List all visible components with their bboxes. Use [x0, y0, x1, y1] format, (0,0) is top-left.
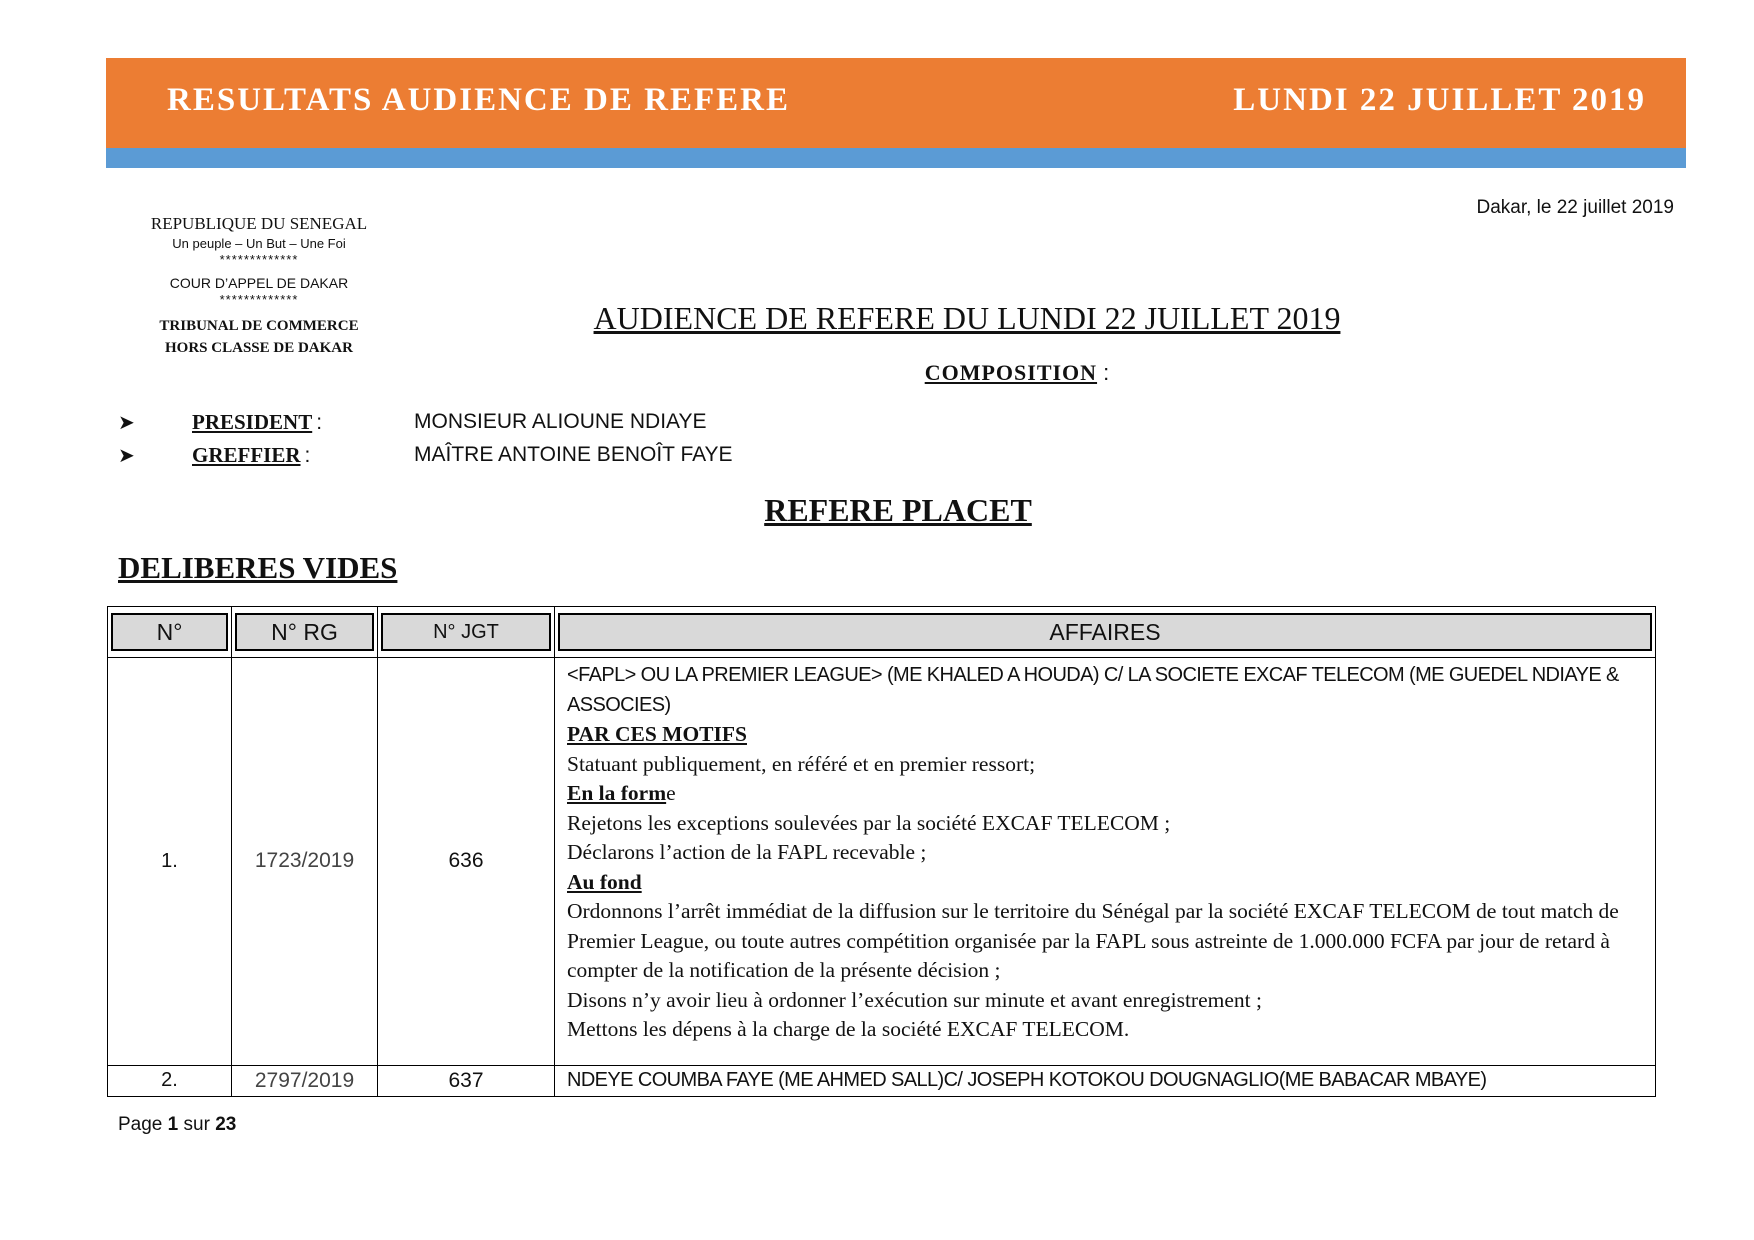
composition-suffix: :: [1097, 360, 1110, 385]
statuant-line: Statuant publiquement, en référé et en premier ressort;: [567, 751, 1036, 776]
row-rg: 1723/2019: [232, 658, 378, 1066]
page-footer: [118, 1114, 236, 1136]
motifs-heading: PAR CES MOTIFS: [567, 722, 747, 746]
fond-line: Mettons les dépens à la charge de la société EXCAF TELECOM.: [567, 1017, 1130, 1041]
header-cell: [555, 607, 1656, 658]
member-role-text: PRESIDENT: [192, 410, 313, 434]
forme-line: Déclarons l’action de la FAPL recevable ;: [567, 840, 927, 864]
header-cell: [232, 607, 378, 658]
letterhead-tribunal-line2: HORS CLASSE DE DAKAR: [165, 340, 353, 356]
footer-prefix: Page: [118, 1114, 168, 1135]
member-role: [192, 410, 322, 435]
city-date: Dakar, le 22 juillet 2019: [1476, 197, 1674, 218]
row-jgt: 637: [378, 1065, 555, 1096]
fond-line: Disons n’y avoir lieu à ordonner l’exécution sur minute et avant enregistrement ;: [567, 987, 1262, 1012]
letterhead: [126, 214, 392, 359]
fond-heading: Au fond: [567, 869, 642, 894]
header-banner-stripe: [106, 148, 1686, 168]
letterhead-tribunal-line1: TRIBUNAL DE COMMERCE: [159, 318, 359, 334]
header-rg: N° RG: [235, 613, 374, 651]
member-colon: :: [304, 444, 311, 467]
page-title-text: AUDIENCE DE REFERE DU LUNDI 22 JUILLET 2019: [593, 300, 1341, 336]
affaire-parties: <FAPL> OU LA PREMIER LEAGUE> (ME KHALED A HOUDA) C/ LA SOCIETE EXCAF TELECOM (ME GUEDEL NDIAYE & ASSOCIES): [567, 664, 1619, 716]
header-affaires: AFFAIRES: [558, 613, 1652, 651]
letterhead-republic: REPUBLIQUE DU SENEGAL: [150, 214, 368, 233]
footer-total-pages: 23: [215, 1114, 237, 1135]
banner-title: RESULTATS AUDIENCE DE REFERE: [167, 82, 790, 118]
member-name: MAÎTRE ANTOINE BENOÎT FAYE: [414, 443, 733, 466]
forme-heading-tail: e: [666, 781, 676, 805]
section-title: [0, 492, 1754, 529]
row-num: 2.: [108, 1065, 232, 1096]
table-row: [108, 658, 1656, 1066]
fond-line: Ordonnons l’arrêt immédiat de la diffusion sur le territoire du Sénégal par la société EXCAF TELECOM de tout match de Premier League, ou toute autres compétition organisée par la FAPL sous astreinte de 1.000.000 FCFA par jour de retard à compter de la notification de la présente décision ;: [567, 899, 1619, 982]
section-title-text: REFERE PLACET: [764, 492, 1032, 528]
letterhead-stars: *************: [219, 252, 299, 267]
page-title: [0, 300, 1754, 337]
composition-label: COMPOSITION: [924, 360, 1098, 385]
letterhead-court: COUR D’APPEL DE DAKAR: [169, 275, 349, 291]
forme-heading: [567, 779, 1647, 809]
letterhead-stars: *************: [219, 292, 299, 307]
letterhead-motto: Un peuple – Un But – Une Foi: [172, 236, 346, 251]
row-rg: 2797/2019: [232, 1065, 378, 1096]
arrow-bullet-icon: ➤: [118, 412, 135, 434]
row-affaire: [555, 658, 1656, 1066]
member-name: MONSIEUR ALIOUNE NDIAYE: [414, 410, 707, 433]
footer-middle: sur: [178, 1114, 216, 1135]
forme-line: Rejetons les exceptions soulevées par la société EXCAF TELECOM ;: [567, 810, 1171, 835]
forme-heading-text: En la form: [567, 781, 667, 805]
table-header-row: [108, 607, 1656, 658]
header-cell: [378, 607, 555, 658]
affaires-table: [107, 606, 1656, 1097]
row-affaire: NDEYE COUMBA FAYE (ME AHMED SALL)C/ JOSEPH KOTOKOU DOUGNAGLIO(ME BABACAR MBAYE): [555, 1065, 1656, 1096]
header-cell: [108, 607, 232, 658]
table-row: [108, 1065, 1656, 1096]
header-jgt: N° JGT: [381, 613, 551, 651]
member-colon: :: [316, 411, 323, 434]
composition-heading: [0, 360, 1754, 386]
banner-date: LUNDI 22 JUILLET 2019: [1233, 82, 1646, 118]
header-num: N°: [111, 613, 228, 651]
row-jgt: 636: [378, 658, 555, 1066]
row-num: 1.: [108, 658, 232, 1066]
arrow-bullet-icon: ➤: [118, 445, 135, 467]
member-role-text: GREFFIER: [192, 443, 301, 467]
member-role: [192, 443, 310, 468]
subsection-title: DELIBERES VIDES: [118, 550, 398, 585]
footer-current-page: 1: [167, 1114, 179, 1135]
